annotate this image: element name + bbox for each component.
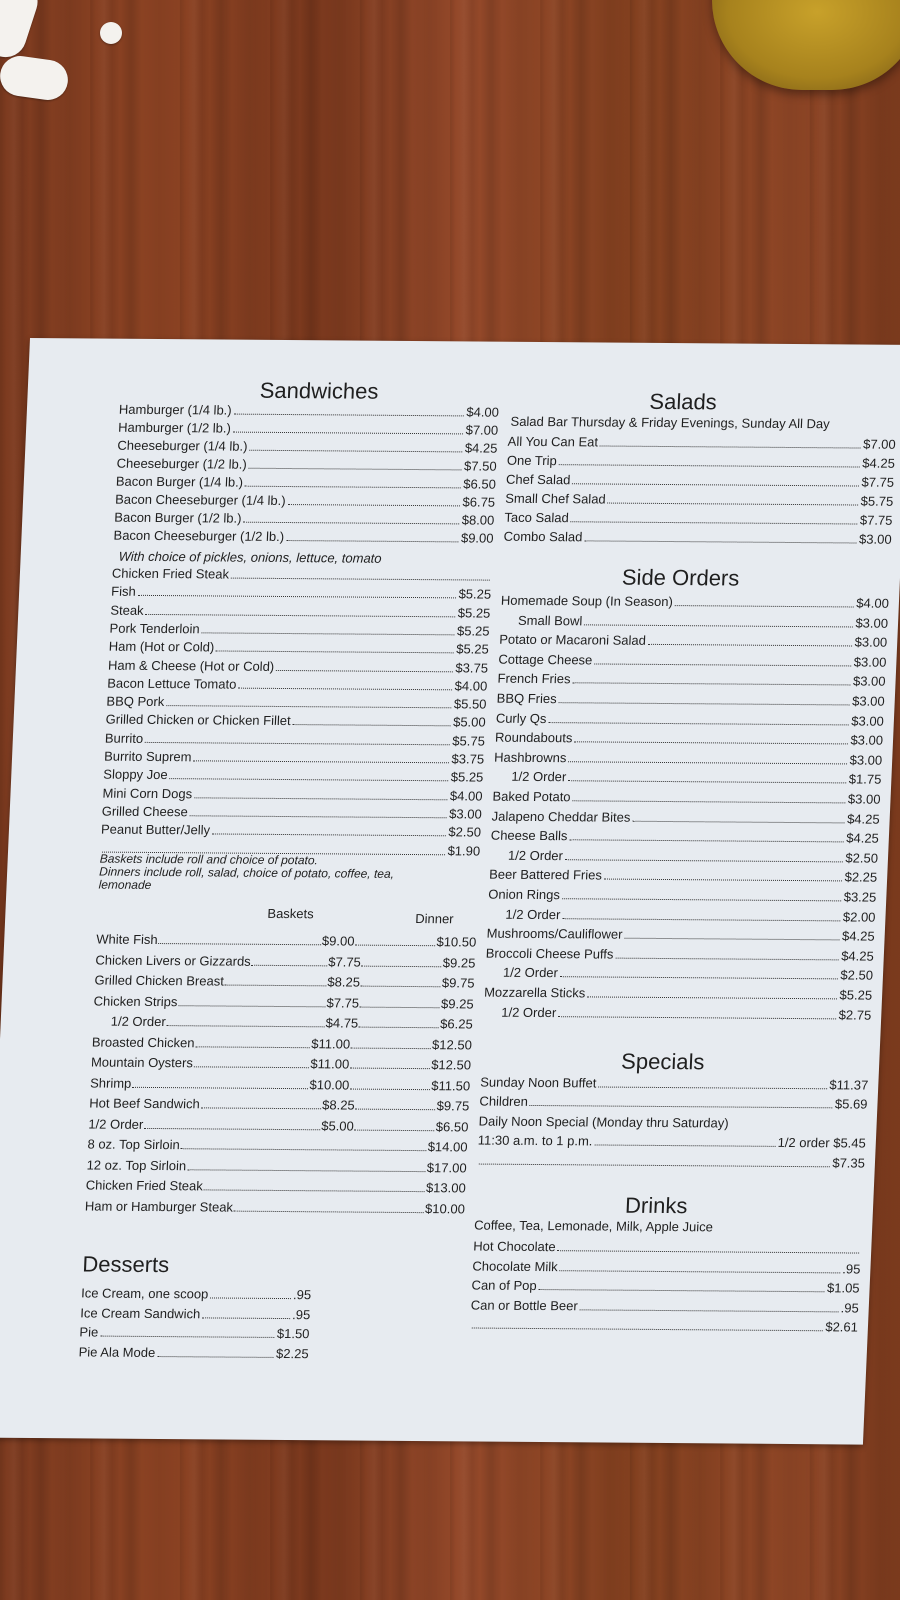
menu-item-price: $5.25 bbox=[458, 586, 492, 602]
menu-item-price: $3.00 bbox=[853, 654, 887, 670]
menu-item-row bbox=[505, 488, 894, 509]
dinner-price: $10.00 bbox=[424, 1200, 466, 1216]
basket-item-row bbox=[85, 1174, 466, 1195]
basket-item-row bbox=[86, 1154, 467, 1175]
menu-item-name: Grilled Cheese bbox=[101, 803, 189, 820]
menu-item-price: $6.50 bbox=[463, 476, 497, 492]
basket-item-name: 1/2 Order bbox=[88, 1115, 144, 1132]
menu-item-name: Cheeseburger (1/4 lb.) bbox=[117, 437, 248, 454]
menu-item-name: Can or Bottle Beer bbox=[470, 1296, 579, 1313]
menu-item-price: $3.00 bbox=[849, 752, 883, 768]
basket-price: $11.00 bbox=[311, 1035, 351, 1052]
menu-item-row bbox=[496, 688, 885, 709]
basket-price: $8.25 bbox=[327, 974, 361, 990]
menu-item-row bbox=[503, 526, 892, 547]
menu-item-name: Mushrooms/Cauliflower bbox=[486, 925, 623, 942]
basket-price: $5.00 bbox=[320, 1117, 355, 1134]
basket-item-name: Hot Beef Sandwich bbox=[88, 1095, 201, 1112]
menu-item-price: $2.00 bbox=[842, 908, 876, 925]
basket-item-row bbox=[88, 1113, 469, 1134]
drinks-note: Coffee, Tea, Lemonade, Milk, Apple Juice bbox=[473, 1217, 714, 1235]
baskets-note-3: lemonade bbox=[98, 877, 152, 892]
menu-item-name: Roundabouts bbox=[494, 729, 573, 746]
menu-item-price: .95 bbox=[840, 1299, 860, 1316]
menu-item-price: $5.75 bbox=[452, 733, 486, 749]
menu-item-price: $2.50 bbox=[448, 824, 482, 840]
menu-item-price: $3.75 bbox=[455, 659, 489, 676]
menu-item-row bbox=[79, 1321, 310, 1341]
daily-special-full-row: $7.35 bbox=[477, 1150, 866, 1171]
menu-item-price: $5.25 bbox=[839, 987, 873, 1003]
basket-price: $10.00 bbox=[309, 1076, 350, 1093]
basket-item-name: Chicken Fried Steak bbox=[85, 1177, 204, 1194]
menu-item-name: Beer Battered Fries bbox=[488, 867, 603, 883]
dinner-price: $9.25 bbox=[440, 995, 474, 1012]
basket-item-name: 12 oz. Top Sirloin bbox=[86, 1156, 187, 1173]
menu-item-price: $4.00 bbox=[449, 787, 483, 804]
menu-item-name: Fish bbox=[110, 583, 137, 600]
pill-tablet bbox=[0, 0, 43, 63]
basket-price: $11.00 bbox=[310, 1056, 350, 1072]
menu-item-price: $5.25 bbox=[457, 604, 491, 621]
menu-item-price: $4.25 bbox=[845, 830, 880, 846]
menu-item-name: Mini Corn Dogs bbox=[102, 785, 193, 801]
menu-item-row bbox=[496, 707, 885, 728]
menu-item-price: $4.25 bbox=[841, 928, 875, 944]
menu-item-name: Burrito Suprem bbox=[103, 748, 192, 765]
menu-item-price: $1.90 bbox=[447, 842, 481, 859]
basket-item-name: 1/2 Order bbox=[110, 1013, 167, 1030]
menu-item-price: .95 bbox=[292, 1287, 312, 1303]
menu-item-name: Bacon Cheeseburger (1/4 lb.) bbox=[114, 491, 286, 509]
basket-price: $9.00 bbox=[321, 933, 355, 949]
basket-item-row bbox=[92, 1011, 473, 1032]
menu-item-row bbox=[506, 469, 895, 490]
dinner-price: $17.00 bbox=[426, 1159, 467, 1175]
menu-item-price: $4.25 bbox=[840, 948, 875, 964]
menu-item-name: Onion Rings bbox=[488, 886, 561, 903]
menu-item-name: Hashbrowns bbox=[493, 749, 567, 766]
menu-sheet bbox=[0, 338, 900, 1445]
menu-item-row bbox=[501, 590, 890, 611]
menu-item-price: $3.00 bbox=[855, 615, 889, 631]
dinner-price: $9.75 bbox=[441, 975, 475, 991]
menu-item-name: Pie Ala Mode bbox=[78, 1343, 156, 1360]
menu-item-name: Peanut Butter/Jelly bbox=[100, 821, 211, 838]
basket-item-row bbox=[92, 1031, 473, 1052]
menu-item-price: $3.00 bbox=[851, 693, 886, 709]
menu-item-row bbox=[500, 609, 889, 630]
menu-item-name: Ham (Hot or Cold) bbox=[108, 638, 215, 655]
basket-item-name: 8 oz. Top Sirloin bbox=[87, 1136, 181, 1153]
menu-item-name: Hot Chocolate bbox=[472, 1238, 557, 1255]
menu-item-row bbox=[472, 1255, 861, 1276]
basket-item-name: Ham or Hamburger Steak bbox=[84, 1197, 234, 1215]
menu-item-price: $7.75 bbox=[859, 512, 893, 528]
side-orders-heading: Side Orders bbox=[621, 564, 740, 591]
basket-price: $4.75 bbox=[325, 1015, 359, 1031]
basket-item-name: Shrimp bbox=[89, 1074, 132, 1091]
menu-item-price: $5.25 bbox=[450, 769, 484, 785]
menu-item-price: .95 bbox=[291, 1306, 311, 1322]
menu-item-row bbox=[473, 1236, 862, 1257]
desserts-heading: Desserts bbox=[81, 1251, 170, 1278]
menu-item-price: $3.00 bbox=[852, 673, 886, 690]
menu-item-name: 1/2 Order bbox=[511, 769, 567, 785]
menu-item-price: $1.75 bbox=[848, 771, 882, 788]
menu-item-name: Hamburger (1/2 lb.) bbox=[117, 419, 232, 436]
menu-item-price: $5.25 bbox=[455, 641, 490, 657]
menu-item-row bbox=[471, 1275, 860, 1296]
menu-item-row bbox=[491, 805, 880, 826]
menu-item-price: $6.75 bbox=[462, 494, 496, 510]
menu-item-price: $3.00 bbox=[854, 634, 888, 650]
menu-item-name: Homemade Soup (In Season) bbox=[500, 592, 674, 610]
dinner-price: $6.25 bbox=[439, 1016, 474, 1032]
dinner-price: $9.75 bbox=[436, 1098, 470, 1114]
basket-item-name: Broasted Chicken bbox=[91, 1034, 195, 1050]
menu-item-price: $4.00 bbox=[466, 404, 500, 420]
basket-item-name: Mountain Oysters bbox=[90, 1054, 194, 1071]
menu-item-price: $3.00 bbox=[850, 732, 884, 748]
basket-price: $7.75 bbox=[328, 953, 362, 970]
basket-item-name: Grilled Chicken Breast bbox=[94, 972, 225, 989]
basket-item-name: Chicken Strips bbox=[93, 993, 178, 1009]
menu-item-row bbox=[485, 962, 874, 983]
menu-item-name: Pork Tenderloin bbox=[109, 620, 201, 637]
dinner-price: $9.25 bbox=[442, 954, 476, 971]
menu-item-name: Bacon Burger (1/4 lb.) bbox=[115, 473, 244, 490]
pill-tablet bbox=[0, 53, 70, 102]
specials-children-row: Children $5.69 bbox=[479, 1093, 868, 1112]
baskets-note-2: Dinners include roll, salad, choice of potato, coffee, tea, bbox=[98, 864, 395, 881]
basket-item-row bbox=[93, 990, 474, 1011]
menu-item-name: 1/2 Order bbox=[507, 847, 564, 863]
menu-item-name: Ham & Cheese (Hot or Cold) bbox=[107, 657, 275, 674]
menu-item-row bbox=[495, 727, 884, 748]
menu-item-price: $3.00 bbox=[448, 806, 483, 822]
menu-item-name: Ice Cream Sandwich bbox=[80, 1304, 201, 1321]
menu-item-name: Baked Potato bbox=[492, 788, 571, 805]
menu-item-name: Jalapeno Cheddar Bites bbox=[491, 808, 631, 825]
basket-item-name: Chicken Livers or Gizzards bbox=[95, 952, 252, 969]
baskets-note-1: Baskets include roll and choice of potato. bbox=[99, 851, 319, 868]
menu-item-name: Small Bowl bbox=[517, 612, 583, 628]
menu-item-price: $7.00 bbox=[862, 436, 897, 452]
menu-item-name: Potato or Macaroni Salad bbox=[498, 631, 647, 649]
menu-item-price: $2.75 bbox=[838, 1006, 872, 1023]
menu-item-price: $5.00 bbox=[452, 714, 487, 730]
menu-item-price: $3.75 bbox=[451, 751, 485, 767]
menu-item-price: $4.25 bbox=[464, 440, 498, 456]
basket-price: $8.25 bbox=[321, 1097, 356, 1113]
menu-item-price: $3.00 bbox=[851, 713, 885, 729]
menu-item-row bbox=[507, 431, 896, 452]
menu-item-row bbox=[113, 525, 494, 546]
menu-item-price: $2.61 bbox=[825, 1319, 859, 1335]
menu-item-row bbox=[488, 884, 877, 905]
baskets-column-header: Baskets bbox=[267, 905, 315, 922]
menu-item-name: 1/2 Order bbox=[505, 906, 561, 922]
menu-item-row bbox=[486, 923, 875, 944]
dinner-price: $12.50 bbox=[430, 1057, 472, 1073]
menu-item-name: Mozzarella Sticks bbox=[483, 984, 586, 1001]
menu-item-price: $5.25 bbox=[456, 623, 490, 639]
sandwiches-note: With choice of pickles, onions, lettuce, tomato bbox=[118, 548, 382, 566]
daily-special-time-row: 11:30 a.m. to 1 p.m. 1/2 order $5.45 bbox=[477, 1132, 867, 1151]
menu-item-name: French Fries bbox=[497, 671, 571, 687]
menu-item-price: $4.00 bbox=[454, 678, 488, 694]
menu-item-name: One Trip bbox=[506, 452, 558, 469]
menu-item-name: 1/2 Order bbox=[502, 965, 559, 981]
menu-item-price: $5.75 bbox=[860, 493, 894, 509]
menu-item-name: Cheese Balls bbox=[490, 827, 568, 844]
basket-item-name: White Fish bbox=[95, 931, 159, 948]
specials-heading: Specials bbox=[620, 1048, 705, 1075]
specials-buffet-row: Sunday Noon Buffet $11.37 bbox=[479, 1074, 869, 1093]
menu-item-name: 1/2 Order bbox=[501, 1004, 557, 1020]
basket-item-row bbox=[91, 1052, 472, 1073]
dinner-column-header: Dinner bbox=[414, 911, 454, 927]
menu-item-row bbox=[470, 1294, 859, 1315]
basket-item-row bbox=[95, 949, 476, 970]
menu-item-name: Ice Cream, one scoop bbox=[80, 1285, 209, 1302]
salads-heading: Salads bbox=[648, 388, 718, 415]
menu-item-price: $4.25 bbox=[846, 811, 881, 827]
menu-item-row bbox=[80, 1302, 311, 1322]
menu-item-name: Steak bbox=[110, 602, 144, 618]
menu-item-name: Taco Salad bbox=[504, 509, 570, 526]
menu-item-row bbox=[504, 507, 893, 528]
menu-item-name: Combo Salad bbox=[503, 528, 583, 545]
menu-item-name: Sloppy Joe bbox=[103, 766, 169, 783]
dinner-price: $11.50 bbox=[431, 1077, 471, 1093]
menu-item-row bbox=[490, 844, 879, 865]
menu-item-price: $3.25 bbox=[843, 889, 877, 905]
menu-item-name: Bacon Burger (1/2 lb.) bbox=[114, 509, 242, 526]
pill-tablet bbox=[100, 22, 122, 44]
menu-item-name: Can of Pop bbox=[471, 1277, 537, 1294]
basket-item-row bbox=[96, 929, 477, 950]
menu-item-price: $5.50 bbox=[453, 696, 487, 712]
menu-item-row bbox=[494, 746, 883, 767]
drinks-heading: Drinks bbox=[624, 1192, 688, 1219]
menu-item-name: Broccoli Cheese Puffs bbox=[485, 945, 614, 962]
menu-item-price: $3.00 bbox=[858, 531, 892, 547]
basket-item-row bbox=[87, 1133, 468, 1154]
menu-item-price: $4.00 bbox=[856, 595, 890, 611]
menu-item-row bbox=[470, 1313, 859, 1334]
menu-item-name: Pie bbox=[79, 1324, 99, 1340]
menu-item-row bbox=[507, 450, 896, 471]
menu-item-price: $9.00 bbox=[460, 530, 494, 546]
menu-item-name: Bacon Lettuce Tomato bbox=[106, 675, 237, 692]
menu-item-row bbox=[483, 1001, 872, 1022]
menu-item-name: Cheeseburger (1/2 lb.) bbox=[116, 455, 248, 472]
menu-item-price: $3.00 bbox=[847, 791, 881, 807]
dinner-price: $13.00 bbox=[425, 1180, 467, 1196]
basket-item-row bbox=[89, 1092, 470, 1113]
menu-item-row bbox=[78, 1341, 309, 1361]
basket-price: $7.75 bbox=[326, 994, 360, 1011]
menu-item-name: Burrito bbox=[104, 730, 144, 746]
menu-item-price: $4.25 bbox=[862, 455, 896, 471]
left-column bbox=[78, 339, 502, 1361]
menu-item-row bbox=[498, 648, 887, 669]
menu-item-price: $1.50 bbox=[276, 1325, 310, 1342]
menu-item-price: $2.25 bbox=[844, 869, 878, 886]
menu-item-name: Small Chef Salad bbox=[504, 490, 607, 507]
menu-item-row bbox=[484, 982, 873, 1003]
menu-item-price: $7.75 bbox=[861, 474, 895, 490]
dinner-price: $10.50 bbox=[436, 934, 477, 950]
basket-item-row bbox=[90, 1072, 471, 1093]
sandwiches-heading: Sandwiches bbox=[259, 377, 380, 404]
menu-item-price: $2.50 bbox=[840, 967, 874, 984]
menu-item-name: Grilled Chicken or Chicken Fillet bbox=[105, 711, 291, 729]
menu-item-name: Chicken Fried Steak bbox=[111, 565, 230, 582]
menu-item-price: $1.05 bbox=[826, 1280, 860, 1296]
menu-item-name: Chocolate Milk bbox=[472, 1258, 559, 1274]
menu-item-name: Curly Qs bbox=[495, 710, 547, 726]
menu-item-row bbox=[487, 903, 876, 924]
menu-item-name: Chef Salad bbox=[505, 471, 571, 488]
menu-item-price: $2.25 bbox=[275, 1345, 309, 1361]
menu-item-price: .95 bbox=[842, 1260, 861, 1277]
menu-item-row bbox=[491, 825, 880, 846]
daily-special-label: Daily Noon Special (Monday thru Saturday) bbox=[478, 1113, 729, 1131]
dinner-price: $12.50 bbox=[431, 1036, 473, 1052]
dinner-price: $14.00 bbox=[427, 1139, 468, 1155]
basket-item-row bbox=[85, 1195, 466, 1216]
menu-item-name: All You Can Eat bbox=[507, 433, 599, 450]
menu-item-name: Cottage Cheese bbox=[498, 651, 593, 668]
juice-glass bbox=[712, 0, 900, 90]
menu-item-row bbox=[81, 1282, 312, 1302]
menu-item-row bbox=[489, 864, 878, 885]
menu-item-price: $7.00 bbox=[465, 422, 499, 438]
menu-item-name: BBQ Pork bbox=[106, 693, 165, 710]
menu-item-name: Hamburger (1/4 lb.) bbox=[118, 401, 233, 418]
menu-item-name: BBQ Fries bbox=[496, 690, 558, 707]
dinner-price: $6.50 bbox=[435, 1118, 469, 1134]
menu-item-price: $7.50 bbox=[463, 458, 497, 474]
basket-item-row bbox=[94, 970, 475, 991]
menu-item-name: Bacon Cheeseburger (1/2 lb.) bbox=[113, 527, 285, 544]
menu-item-row bbox=[486, 942, 875, 963]
salad-bar-note: Salad Bar Thursday & Friday Evenings, Sunday All Day bbox=[510, 413, 831, 432]
menu-item-price: $8.00 bbox=[461, 512, 495, 528]
menu-item-row bbox=[492, 786, 881, 807]
menu-item-row bbox=[497, 668, 886, 689]
menu-item-price: $2.50 bbox=[845, 850, 879, 866]
menu-item-row bbox=[493, 766, 882, 787]
menu-item-row bbox=[499, 629, 888, 650]
